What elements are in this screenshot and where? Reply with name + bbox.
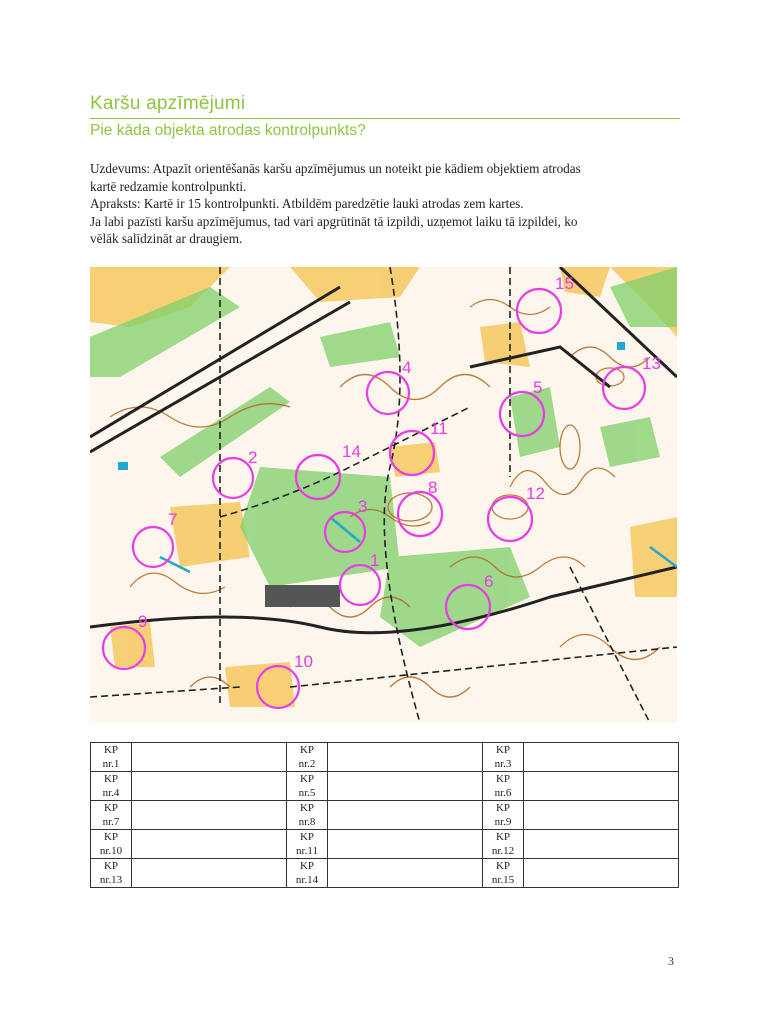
control-label: 12 bbox=[526, 484, 545, 503]
answer-field[interactable] bbox=[524, 801, 679, 830]
answer-field[interactable] bbox=[328, 859, 483, 888]
kp-label: KP bbox=[103, 831, 119, 843]
page-title: Karšu apzīmējumi bbox=[90, 93, 246, 114]
kp-number: nr.10 bbox=[99, 845, 123, 857]
kp-label: KP bbox=[299, 831, 315, 843]
kp-label-cell bbox=[91, 772, 132, 801]
kp-number: nr.12 bbox=[491, 845, 515, 857]
kp-label-cell bbox=[483, 830, 524, 859]
kp-label: KP bbox=[299, 860, 315, 872]
control-label: 8 bbox=[428, 478, 438, 497]
kp-label-cell bbox=[287, 772, 328, 801]
text-line: kartē redzamie kontrolpunkti. bbox=[90, 178, 247, 194]
control-label: 3 bbox=[358, 497, 368, 516]
answer-field[interactable] bbox=[524, 830, 679, 859]
control-label: 6 bbox=[484, 572, 494, 591]
answer-field[interactable] bbox=[132, 772, 287, 801]
kp-label: KP bbox=[495, 773, 511, 785]
kp-label-cell bbox=[483, 743, 524, 772]
kp-label: KP bbox=[103, 802, 119, 814]
kp-label-cell bbox=[287, 801, 328, 830]
orienteering-map bbox=[90, 267, 677, 723]
text-line: Apraksts: Kartē ir 15 kontrolpunkti. Atbildēm paredzētie lauki atrodas zem kartes. bbox=[90, 196, 524, 212]
answer-field[interactable] bbox=[524, 859, 679, 888]
control-label: 4 bbox=[402, 358, 412, 377]
kp-label: KP bbox=[103, 744, 119, 756]
answer-row bbox=[91, 772, 679, 801]
answer-field[interactable] bbox=[328, 830, 483, 859]
map-graphic bbox=[90, 267, 677, 723]
answer-field[interactable] bbox=[132, 830, 287, 859]
kp-number: nr.9 bbox=[494, 816, 512, 828]
answer-row bbox=[91, 743, 679, 772]
kp-number: nr.14 bbox=[295, 874, 319, 886]
kp-number: nr.6 bbox=[494, 787, 512, 799]
control-label: 9 bbox=[138, 612, 148, 631]
kp-label-cell bbox=[287, 859, 328, 888]
answer-field[interactable] bbox=[328, 772, 483, 801]
text-line: vēlāk salīdzināt ar draugiem. bbox=[90, 231, 243, 247]
kp-number: nr.7 bbox=[102, 816, 120, 828]
kp-label: KP bbox=[495, 860, 511, 872]
control-label: 13 bbox=[642, 354, 661, 373]
control-label: 5 bbox=[533, 378, 543, 397]
kp-label: KP bbox=[299, 744, 315, 756]
answer-field[interactable] bbox=[132, 801, 287, 830]
answer-field[interactable] bbox=[524, 772, 679, 801]
answer-row bbox=[91, 801, 679, 830]
kp-label: KP bbox=[495, 831, 511, 843]
control-label: 15 bbox=[555, 274, 574, 293]
control-label: 1 bbox=[370, 551, 380, 570]
kp-label: KP bbox=[495, 744, 511, 756]
kp-label: KP bbox=[299, 802, 315, 814]
kp-label-cell bbox=[91, 859, 132, 888]
kp-label-cell bbox=[287, 743, 328, 772]
kp-number: nr.1 bbox=[102, 758, 120, 770]
answer-field[interactable] bbox=[328, 743, 483, 772]
answer-table bbox=[90, 742, 679, 888]
kp-label: KP bbox=[299, 773, 315, 785]
answer-row bbox=[91, 830, 679, 859]
kp-label: KP bbox=[103, 773, 119, 785]
page-subtitle: Pie kāda objekta atrodas kontrolpunkts? bbox=[90, 122, 366, 139]
kp-number: nr.11 bbox=[296, 845, 318, 857]
answer-field[interactable] bbox=[524, 743, 679, 772]
control-label: 10 bbox=[294, 652, 313, 671]
kp-number: nr.8 bbox=[298, 816, 316, 828]
kp-label-cell bbox=[287, 830, 328, 859]
title-underline bbox=[90, 118, 680, 119]
kp-number: nr.13 bbox=[99, 874, 123, 886]
answer-row bbox=[91, 859, 679, 888]
kp-label-cell bbox=[91, 743, 132, 772]
answer-field[interactable] bbox=[328, 801, 483, 830]
kp-number: nr.3 bbox=[494, 758, 512, 770]
answer-field[interactable] bbox=[132, 859, 287, 888]
kp-label-cell bbox=[483, 772, 524, 801]
task-description bbox=[90, 160, 690, 248]
kp-number: nr.15 bbox=[491, 874, 515, 886]
control-label: 11 bbox=[430, 419, 448, 438]
control-label: 7 bbox=[168, 510, 178, 529]
page-number: 3 bbox=[668, 954, 674, 968]
kp-label-cell bbox=[483, 859, 524, 888]
kp-label-cell bbox=[91, 830, 132, 859]
building bbox=[265, 585, 340, 607]
kp-number: nr.2 bbox=[298, 758, 316, 770]
kp-number: nr.5 bbox=[298, 787, 316, 799]
text-line: Uzdevums: Atpazīt orientēšanās karšu apzīmējumus un noteikt pie kādiem objektiem atrodas bbox=[90, 161, 581, 176]
kp-label: KP bbox=[495, 802, 511, 814]
answer-field[interactable] bbox=[132, 743, 287, 772]
control-label: 14 bbox=[342, 442, 361, 461]
kp-label: KP bbox=[103, 860, 119, 872]
text-line: Ja labi pazīsti karšu apzīmējumus, tad vari apgrūtināt tā izpildi, uzņemot laiku tā izpildei, ko bbox=[90, 213, 578, 229]
control-label: 2 bbox=[248, 448, 258, 467]
kp-label-cell bbox=[91, 801, 132, 830]
kp-label-cell bbox=[483, 801, 524, 830]
kp-number: nr.4 bbox=[102, 787, 120, 799]
